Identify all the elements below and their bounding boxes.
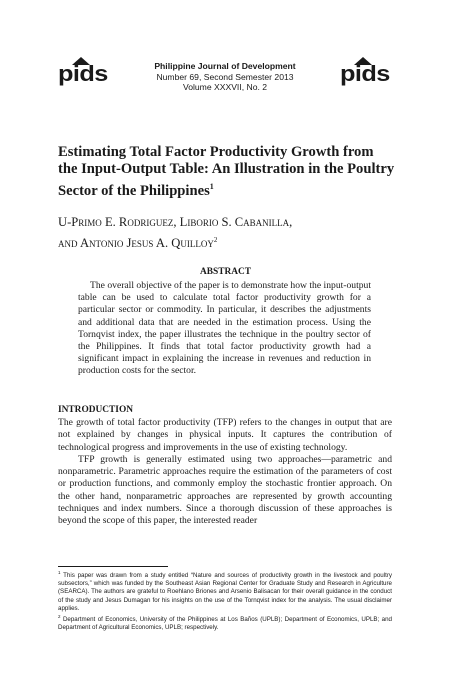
introduction-heading: INTRODUCTION [58,405,134,415]
pids-logo-right [340,61,394,86]
title-line-1: Estimating Total Factor Productivity Growth from [58,144,374,160]
footnote-1-text: This paper was drawn from a study entitled “Nature and sources of productivity growth in the livestock and poultry subsectors,” which was funded by the Southeast Asian Regional Center for Graduate Study and Research in Agriculture (SEARCA). The authors are grateful to Roehlano Briones and Arsenio Balisacan for their overall guidance in the conduct of the study and Jesus Dumagan for his insights on the use of the Tornqvist index for the analysis. The usual disclaimer applies. [58,572,392,612]
footnote-2-mark: 2 [58,614,61,620]
journal-volume: Volume XXXVII, No. 2 [182,82,268,92]
footnote-2-text: Department of Economics, University of the Philippines at Los Baños (UPLB); Department of Economics, UPLB; and Department of Agricultural Economics, UPLB; respectively. [58,616,392,632]
authors-line-1: U-Primo E. Rodriguez, Liborio S. Cabanilla, [58,215,293,229]
footnotes [58,569,392,633]
pids-logo-left [58,61,112,86]
authors-footnote-mark: 2 [213,236,218,244]
authors-line-2-text: and Antonio Jesus A. Quilloy [58,236,214,251]
paper-title [58,144,398,200]
title-line-3 [58,178,398,200]
title-line-2: the Input-Output Table: An Illustration in the Poultry [58,161,395,177]
intro-paragraph-1: The growth of total factor productivity (TFP) refers to the changes in output that are not explained by changes in physical inputs. It captures the contribution of technological progress and improvements in the use of existing technology. [58,417,392,453]
journal-header [125,61,325,93]
footnote-1-mark: 1 [58,570,61,575]
journal-name: Philippine Journal of Development [154,61,296,71]
abstract-heading: ABSTRACT [199,267,252,277]
title-line-3-text: Sector of the Philippines [58,182,210,199]
introduction-body [58,417,392,528]
authors-line-2 [58,231,398,252]
author-list [58,213,398,252]
journal-issue: Number 69, Second Semester 2013 [156,71,294,82]
logo-text: pids [58,61,108,86]
title-footnote-mark: 1 [209,182,214,191]
footnote-2 [58,613,392,632]
intro-paragraph-2: TFP growth is generally estimated using two approaches—parametric and nonparametric. Parametric approaches require the estimation of the parameters of cost or production functions, and commonly employ the stochastic frontier approach. On the other hand, nonparametric approaches are represented by growth accounting techniques and index numbers. Since a thorough discussion of these approaches is beyond the scope of this paper, the interested reader [58,453,392,527]
abstract-text: The overall objective of the paper is to demonstrate how the input-output table can be used to calculate total factor productivity growth for a particular sector or commodity. In particular, it describes the adjustments and additional data that are needed in the estimation process. Using the Tornqvist index, the paper illustrates the technique in the poultry sector of the Philippines. It finds that total factor productivity growth had a significant impact in explaining the increase in revenues and reduction in production costs for the sector. [78,280,371,377]
footnote-1 [58,569,392,613]
footnote-divider [58,566,168,567]
logo-text: pids [340,61,390,86]
